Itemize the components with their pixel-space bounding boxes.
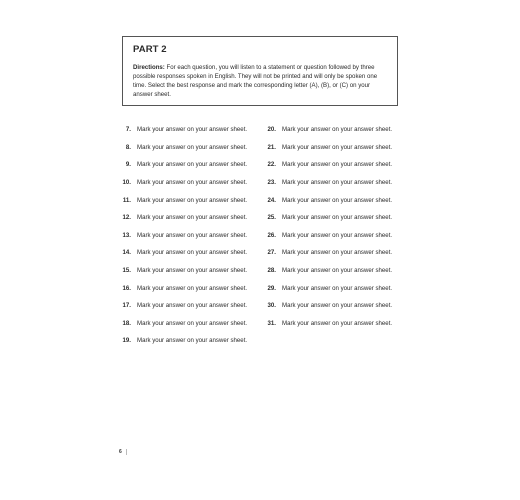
question-item [261,227,392,245]
question-item [261,279,392,297]
question-number: 24. [267,196,276,204]
question-text: Mark your answer on your answer sheet. [137,196,248,204]
question-text: Mark your answer on your answer sheet. [282,126,393,134]
question-text: Mark your answer on your answer sheet. [137,319,248,327]
page-number-divider [126,449,127,455]
question-item [116,227,247,245]
question-item [116,332,247,350]
question-number: 18. [122,319,131,327]
question-number: 25. [267,214,276,222]
question-number: 14. [122,249,131,257]
question-number: 21. [267,143,276,151]
question-number: 9. [125,161,131,169]
question-text: Mark your answer on your answer sheet. [137,337,248,345]
question-item [116,262,247,280]
question-number: 28. [267,267,276,275]
question-number: 16. [122,284,131,292]
directions-paragraph [133,63,387,99]
question-text: Mark your answer on your answer sheet. [137,179,248,187]
directions-box [122,36,398,106]
question-text: Mark your answer on your answer sheet. [282,319,393,327]
question-item [116,191,247,209]
question-text: Mark your answer on your answer sheet. [282,196,393,204]
question-text: Mark your answer on your answer sheet. [282,267,393,275]
question-item [261,262,392,280]
question-text: Mark your answer on your answer sheet. [137,214,248,222]
question-number: 17. [122,302,131,310]
question-text: Mark your answer on your answer sheet. [282,249,393,257]
question-item [116,174,247,192]
question-text: Mark your answer on your answer sheet. [137,231,248,239]
question-item [116,209,247,227]
question-text: Mark your answer on your answer sheet. [282,214,393,222]
question-text: Mark your answer on your answer sheet. [137,143,248,151]
question-number: 23. [267,179,276,187]
question-item [261,191,392,209]
question-number: 31. [267,319,276,327]
question-item [116,244,247,262]
question-item [261,139,392,157]
question-number: 7. [125,126,131,134]
question-text: Mark your answer on your answer sheet. [137,302,248,310]
question-number: 13. [122,231,131,239]
question-text: Mark your answer on your answer sheet. [282,302,393,310]
question-text: Mark your answer on your answer sheet. [137,249,248,257]
question-number: 15. [122,267,131,275]
question-text: Mark your answer on your answer sheet. [137,267,248,275]
question-item [261,121,392,139]
question-item [116,279,247,297]
question-text: Mark your answer on your answer sheet. [282,284,393,292]
question-text: Mark your answer on your answer sheet. [282,179,393,187]
directions-body: For each question, you will listen to a statement or question followed by three possible responses spoken in English. They will not be printed and will only be spoken one time. Select the best response and mark the corresponding letter (A), (B), or (C) on your answer sheet. [133,64,378,98]
question-text: Mark your answer on your answer sheet. [282,161,393,169]
question-item [261,297,392,315]
question-text: Mark your answer on your answer sheet. [282,143,393,151]
question-item [261,174,392,192]
question-number: 30. [267,302,276,310]
question-item [116,315,247,333]
question-item [261,156,392,174]
question-text: Mark your answer on your answer sheet. [137,126,248,134]
question-number: 27. [267,249,276,257]
question-item [116,156,247,174]
question-item [116,297,247,315]
question-number: 20. [267,126,276,134]
directions-label: Directions: [133,64,165,71]
question-number: 19. [122,337,131,345]
question-text: Mark your answer on your answer sheet. [282,231,393,239]
part-title: PART 2 [133,44,167,55]
question-item [261,244,392,262]
question-text: Mark your answer on your answer sheet. [137,284,248,292]
question-number: 10. [122,179,131,187]
question-item [116,121,247,139]
question-number: 29. [267,284,276,292]
question-number: 8. [125,143,131,151]
question-number: 11. [122,196,131,204]
question-number: 12. [122,214,131,222]
question-number: 26. [267,231,276,239]
question-list-left [116,121,247,350]
question-text: Mark your answer on your answer sheet. [137,161,248,169]
question-number: 22. [267,161,276,169]
question-item [116,139,247,157]
question-item [261,315,392,333]
question-list-right [261,121,392,332]
page-number: 6 [119,449,122,455]
question-item [261,209,392,227]
